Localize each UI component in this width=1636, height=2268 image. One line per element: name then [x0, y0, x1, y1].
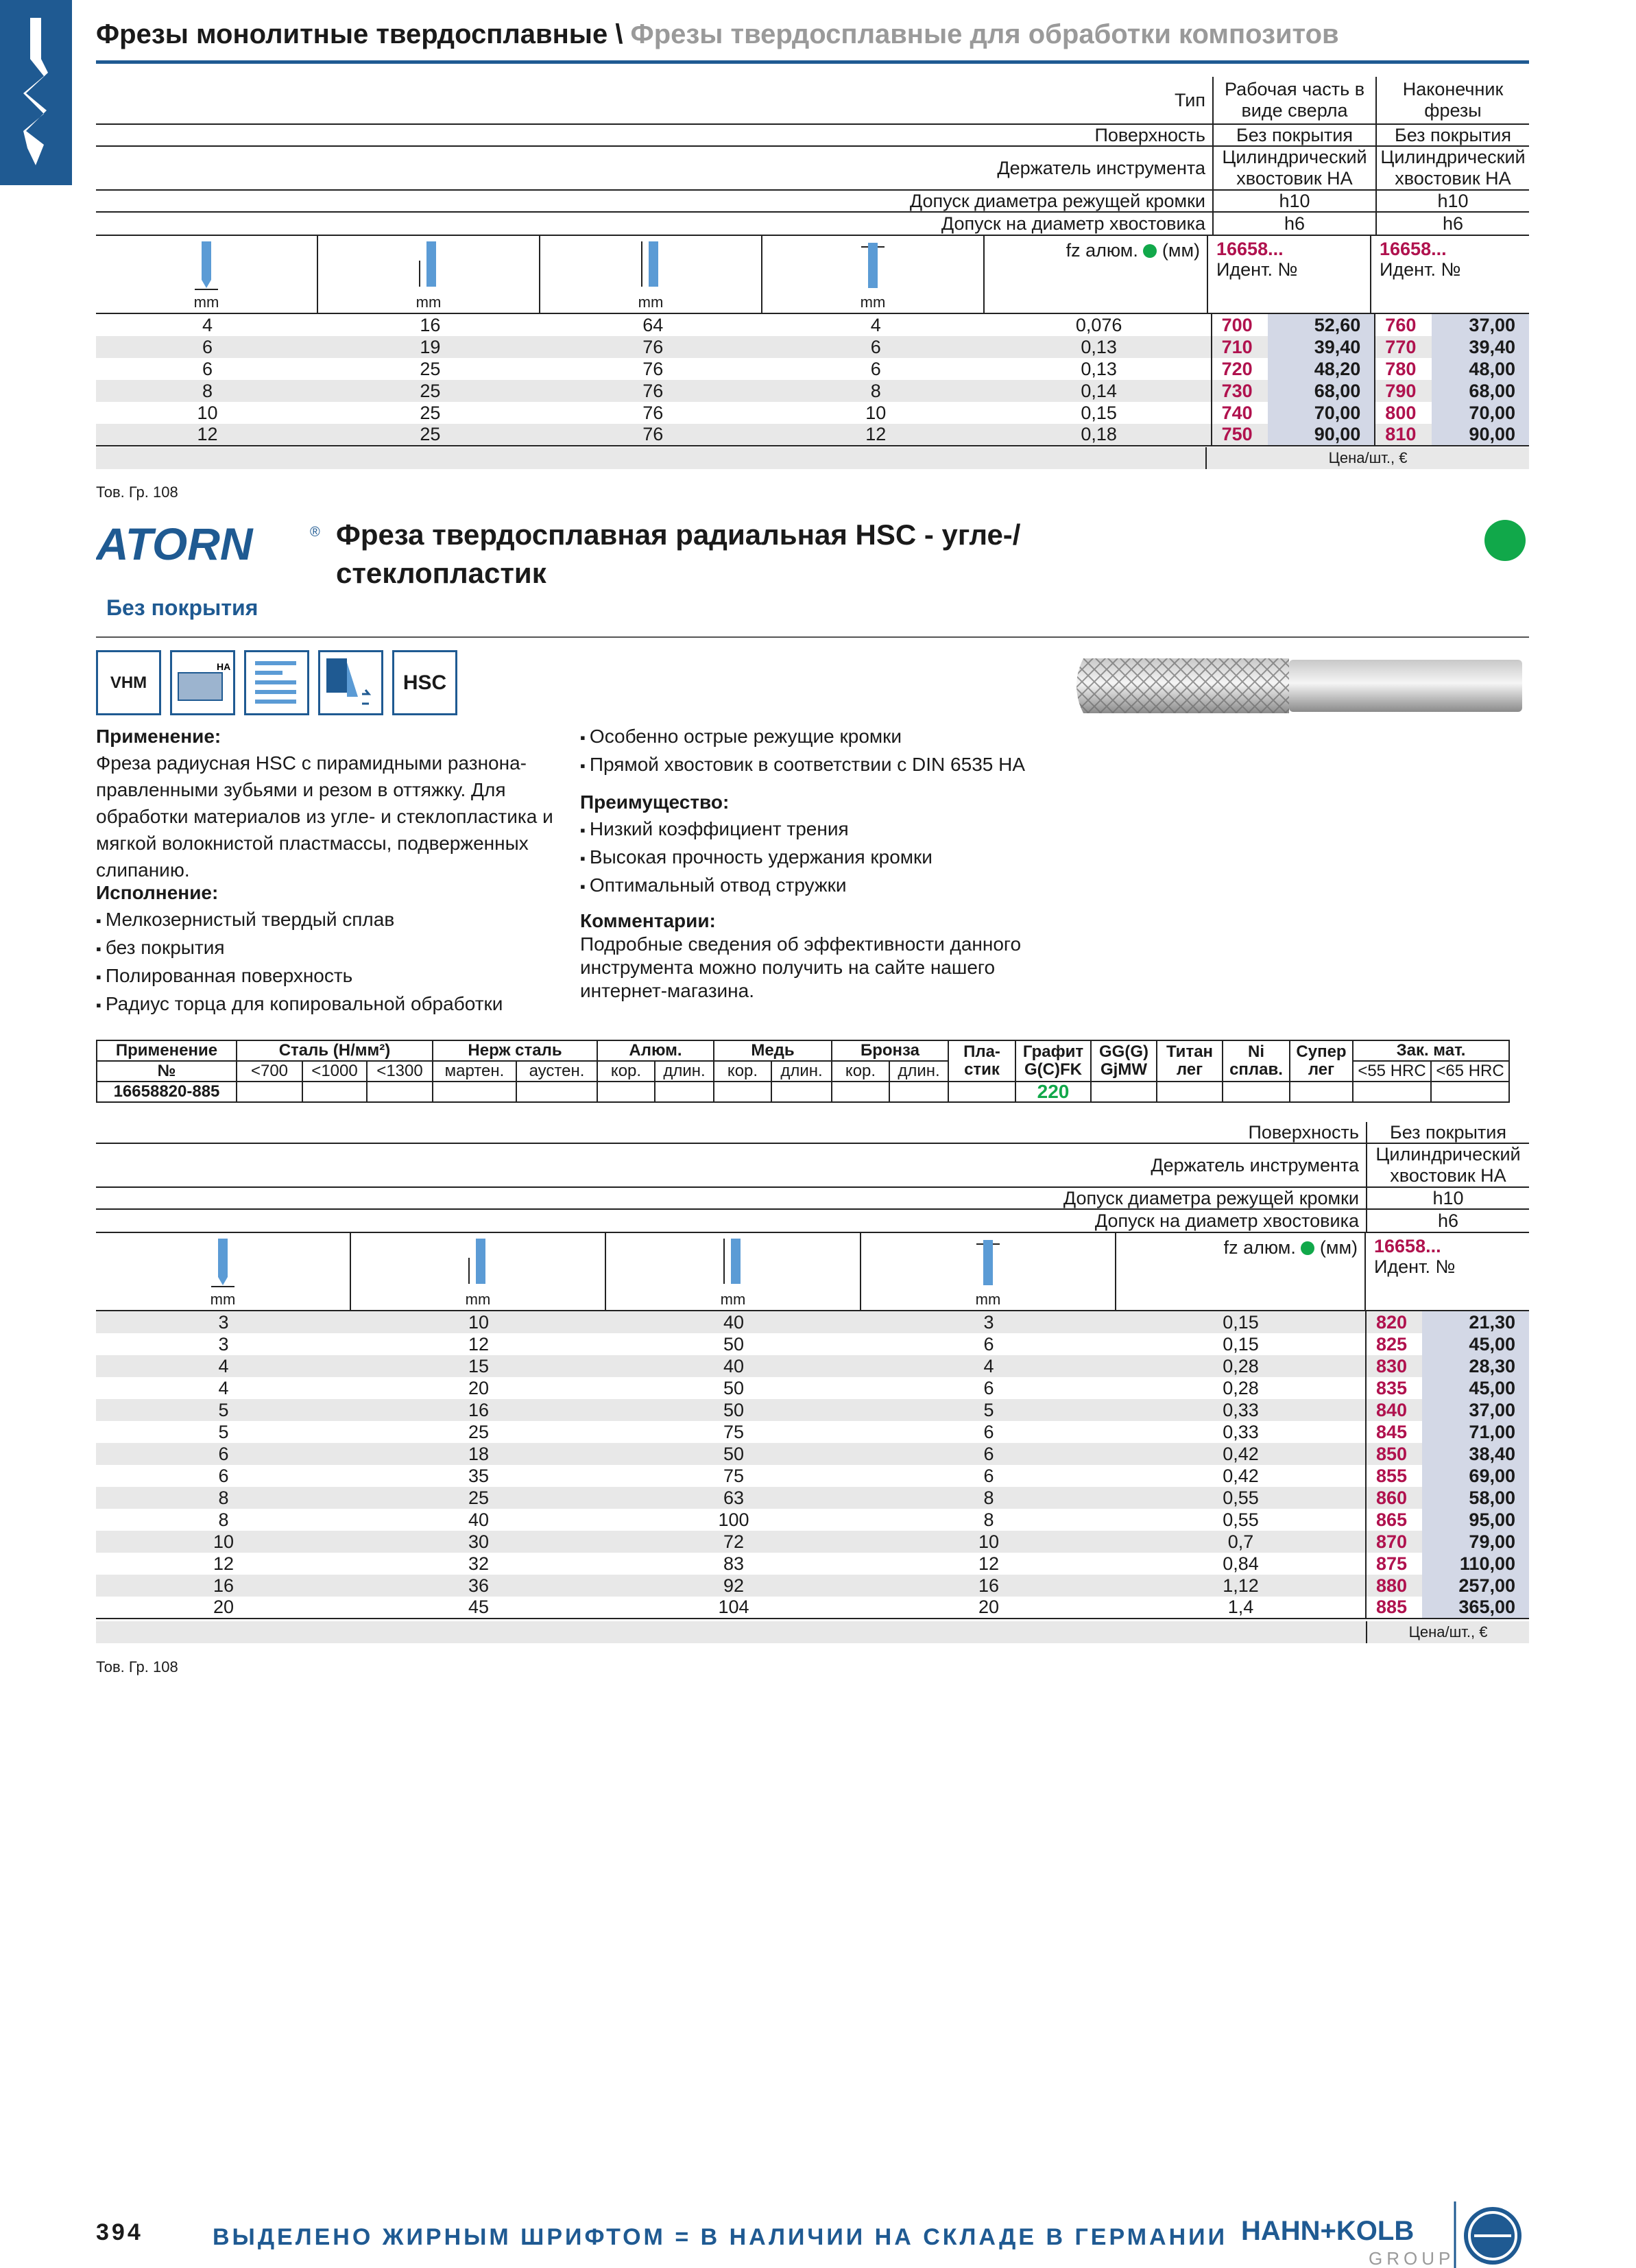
availability-dot-icon	[1484, 520, 1526, 561]
shank-diameter-icon	[971, 1237, 1005, 1292]
table1-footer-band	[96, 447, 1205, 469]
spec-row-cut-tol: Допуск диаметра режущей кромки h10 h10	[96, 191, 1529, 213]
shank-diameter-icon	[856, 240, 890, 295]
list-item: ▪ Особенно острые режущие кромки	[580, 723, 1060, 751]
comments-block: Комментарии: Подробные сведения об эффективности данного инструмента можно получить на сайте нашего интернет-магазина.	[580, 910, 1022, 1001]
total-length-icon	[634, 240, 668, 295]
price-note-1: Цена/шт., €	[1205, 447, 1529, 469]
cutting-diameter-icon	[189, 240, 224, 295]
shank-diameter-cell: mm	[861, 1233, 1116, 1310]
price-note-2: Цена/шт., €	[1366, 1621, 1529, 1643]
total-length-icon	[716, 1237, 750, 1292]
table-row: 6 19 76 6 0,13 710 39,40 770 39,40	[96, 336, 1529, 358]
spec-row-surface: Поверхность Без покрытия Без покрытия	[96, 125, 1529, 147]
graphite-rating: 220	[1015, 1082, 1091, 1102]
spec-row-type: Тип Рабочая часть в виде сверла Наконечник фрезы	[96, 77, 1529, 125]
tool-image	[1070, 645, 1529, 727]
features-block	[580, 723, 1060, 779]
total-length-cell: mm	[540, 236, 762, 313]
svg-text:®: ®	[310, 525, 320, 540]
hahn-kolb-logo	[1241, 2201, 1529, 2268]
spec-row-cut-tol: Допуск диаметра режущей кромки h10	[96, 1188, 1529, 1210]
spec-row-surface: Поверхность Без покрытия	[96, 1122, 1529, 1144]
spec-row-holder: Держатель инструмента Цилиндрический хвостовик HA	[96, 1144, 1529, 1188]
diameter-cell: mm	[96, 236, 318, 313]
page-header: Фрезы монолитные твердосплавные \ Фрезы твердосплавные для обработки композитов	[96, 19, 1339, 49]
flute-icon	[244, 650, 309, 715]
table-row: 4 20 50 6 0,28 835 45,00	[96, 1377, 1529, 1399]
advantage-block: Преимущество: ▪ Низкий коэффициент трения ▪ Высокая прочность удержания кромки ▪ Оптимальный отвод стружки	[580, 789, 1060, 900]
ha-shank-icon	[170, 650, 235, 715]
fz-cell: fz алюм. (мм)	[985, 236, 1208, 313]
id-header: 16658... Идент. №	[1374, 1236, 1456, 1277]
table-row: 6 18 50 6 0,42 850 38,40	[96, 1443, 1529, 1465]
green-dot-icon	[1143, 244, 1157, 258]
tov-gr-1: Тов. Гр. 108	[96, 484, 178, 501]
table-row: 8 40 100 8 0,55 865 95,00	[96, 1509, 1529, 1531]
table1-icon-row	[96, 235, 1529, 314]
total-length-cell: mm	[606, 1233, 861, 1310]
table-row: 10 30 72 10 0,7 870 79,00	[96, 1531, 1529, 1553]
table1-data	[96, 314, 1529, 446]
table-row: 20 45 104 20 1,4 885 365,00	[96, 1597, 1529, 1619]
green-dot-icon	[1301, 1241, 1314, 1255]
execution-block: Исполнение: ▪ Мелкозернистый твердый сплав ▪ без покрытия ▪ Полированная поверхность ▪ Радиус торца для копировальной обработки	[96, 879, 562, 1018]
application-block: Применение: Фреза радиусная HSC с пирамидными разнона-правленными зубьями и резом в оттяжку. Для обработки материалов из угле- и стеклопластика и мягкой волокнистой пластмассы, подверженных слипанию.	[96, 726, 553, 881]
table2-data	[96, 1311, 1529, 1619]
svg-text:ATORN: ATORN	[96, 521, 253, 568]
cutting-length-cell: mm	[318, 236, 540, 313]
list-item: ▪ Полированная поверхность	[96, 962, 562, 990]
table-row: 4 16 64 4 0,076 700 52,60 760 37,00	[96, 314, 1529, 336]
table-row: 3 10 40 3 0,15 820 21,30	[96, 1311, 1529, 1333]
application-table: Применение Сталь (Н/мм²) Нерж сталь Алюм. Медь Бронза Пла- стик Графит G(C)FK GG(G) GjMW Титан лег Ni сплав. Супер лег Зак. мат. № <700 <1000 <1300 мартен. аустен. кор. длин. кор. длин. кор. длин. <55 HRC <65 HRC 16658820-885 220	[96, 1040, 1510, 1103]
svg-text:HA: HA	[216, 660, 230, 672]
list-item: ▪ без покрытия	[96, 934, 562, 962]
table-row: 4 15 40 4 0,28 830 28,30	[96, 1355, 1529, 1377]
list-item: ▪ Прямой хвостовик в соответствии с DIN 6535 HA	[580, 751, 1060, 779]
footer-stock-note: ВЫДЕЛЕНО ЖИРНЫМ ШРИФТОМ = В НАЛИЧИИ НА СКЛАДЕ В ГЕРМАНИИ	[213, 2224, 1228, 2250]
drill-icon	[16, 18, 55, 165]
table2-footer-band	[96, 1621, 1366, 1643]
table-row: 6 25 76 6 0,13 720 48,20 780 48,00	[96, 358, 1529, 380]
hsc-icon: HSC	[392, 650, 457, 715]
svg-text:HAHN+KOLB: HAHN+KOLB	[1241, 2216, 1415, 2246]
table-row: 6 35 75 6 0,42 855 69,00	[96, 1465, 1529, 1487]
spec-row-shank-tol: Допуск на диаметр хвостовика h6 h6	[96, 213, 1529, 235]
cutting-length-cell: mm	[351, 1233, 606, 1310]
table-row: 12 25 76 12 0,18 750 90,00 810 90,00	[96, 424, 1529, 446]
list-item: ▪ Высокая прочность удержания кромки	[580, 844, 1060, 872]
id-header-2: 16658... Идент. №	[1380, 239, 1461, 280]
fz-cell: fz алюм. (мм)	[1116, 1233, 1366, 1310]
atorn-logo	[96, 521, 326, 568]
svg-text:GROUP: GROUP	[1369, 2248, 1455, 2268]
table-row: 8 25 63 8 0,55 860 58,00	[96, 1487, 1529, 1509]
table-row: 3 12 50 6 0,15 825 45,00	[96, 1333, 1529, 1355]
table-row: 5 25 75 6 0,33 845 71,00	[96, 1421, 1529, 1443]
spec-row-shank-tol: Допуск на диаметр хвостовика h6	[96, 1210, 1529, 1232]
table-row: 5 16 50 5 0,33 840 37,00	[96, 1399, 1529, 1421]
table-row: 8 25 76 8 0,14 730 68,00 790 68,00	[96, 380, 1529, 402]
table-row: 10 25 76 10 0,15 740 70,00 800 70,00	[96, 402, 1529, 424]
list-item: ▪ Оптимальный отвод стружки	[580, 872, 1060, 900]
cutting-diameter-icon	[206, 1237, 240, 1292]
id-header-1: 16658... Идент. №	[1208, 236, 1371, 313]
product-title: Фреза твердосплавная радиальная HSC - угле-/ стеклопластик	[336, 518, 1021, 589]
table-row: 12 32 83 12 0,84 875 110,00	[96, 1553, 1529, 1575]
shank-diameter-cell: mm	[762, 236, 985, 313]
cutting-length-icon	[461, 1237, 495, 1292]
list-item: ▪ Низкий коэффициент трения	[580, 815, 1060, 844]
header-divider	[96, 60, 1529, 64]
vhm-icon: VHM	[96, 650, 161, 715]
cutting-length-icon	[411, 240, 446, 295]
table2-icon-row	[96, 1232, 1529, 1311]
table-row: 16 36 92 16 1,12 880 257,00	[96, 1575, 1529, 1597]
page-number: 394	[96, 2219, 143, 2245]
list-item: ▪ Мелкозернистый твердый сплав	[96, 906, 562, 934]
spec-row-holder: Держатель инструмента Цилиндрический хвостовик HA Цилиндрический хвостовик HA	[96, 147, 1529, 191]
diameter-cell: mm	[96, 1233, 351, 1310]
milling-mode-icon	[318, 650, 383, 715]
coating-label: Без покрытия	[106, 595, 258, 620]
tov-gr-2: Тов. Гр. 108	[96, 1658, 178, 1675]
list-item: ▪ Радиус торца для копировальной обработки	[96, 990, 562, 1018]
chapter-tab	[0, 0, 72, 185]
product-divider	[96, 636, 1529, 638]
